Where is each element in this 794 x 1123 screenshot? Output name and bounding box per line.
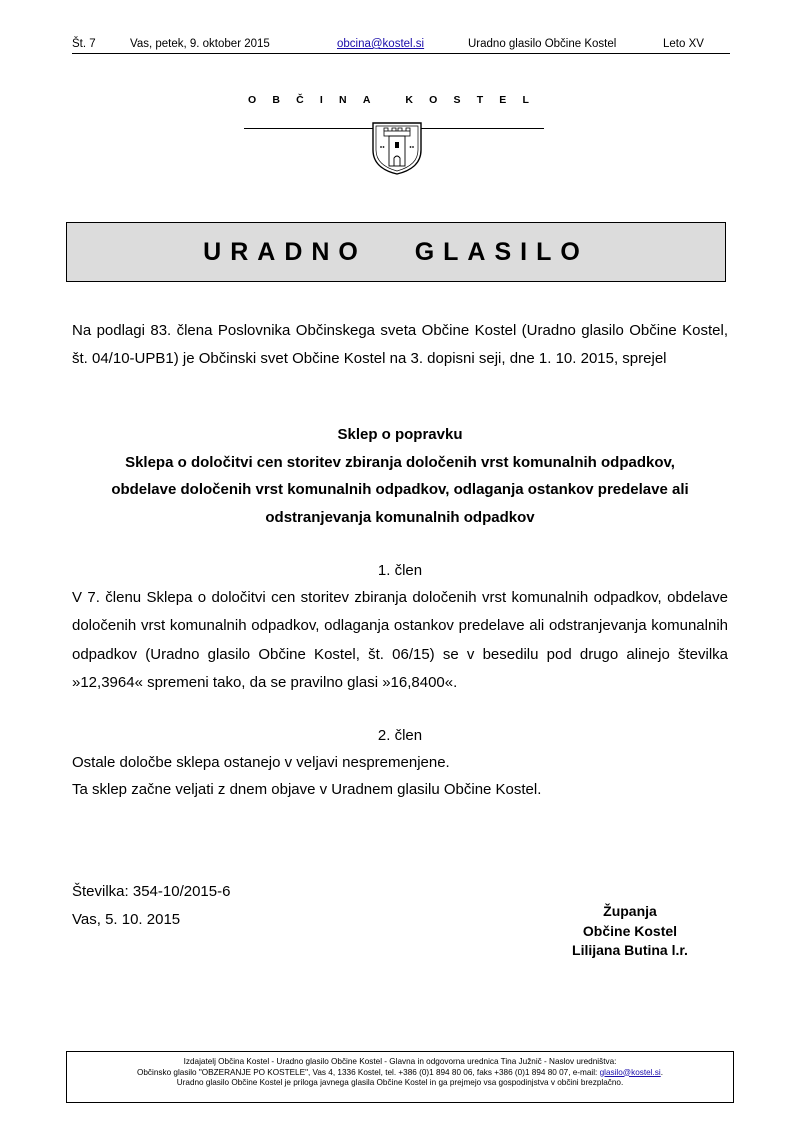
title-line-1: Sklep o popravku (337, 426, 463, 443)
footer-line-1: Izdajatelj Občina Kostel - Uradno glasilo Občine Kostel - Glavna in odgovorna urednica Tina Južnič - Naslov uredništva: (183, 1057, 617, 1066)
municipality-name: OBČINA KOSTEL (248, 94, 546, 106)
title-line-2: Sklepa o določitvi cen storitev zbiranja določenih vrst komunalnih odpadkov, (125, 453, 675, 471)
signature-block (530, 902, 730, 961)
publisher-footer (66, 1051, 734, 1103)
title-line-3: obdelave določenih vrst komunalnih odpadkov, odlaganja ostankov predelave ali (111, 481, 689, 498)
running-header (72, 38, 730, 54)
footer-line-2: Občinsko glasilo "OBZERANJE PO KOSTELE", Vas 4, 1336 Kostel, tel. +386 (0)1 894 80 06, faks +386 (0)1 894 80 07, e-mail: glasilo@kostel.si. (137, 1067, 663, 1077)
official-gazette-banner (66, 222, 726, 282)
signature-org: Občine Kostel (582, 922, 678, 939)
article-1-text: V 7. členu Sklepa o določitvi cen storitev zbiranja določenih vrst komunalnih odpadkov, obdelave določenih vrst komunalnih odpadkov, odlaganja ostankov predelave ali odstranjevanja komunalnih odpadkov (Uradno glasilo Občine Kostel, št. 06/15) se v besedilu pod drugo alinejo številka »12,3964« spremeni tako, da se pravilno glasi »16,8400«. (72, 589, 728, 691)
reference-number: Številka: 354-10/2015-6 (72, 883, 231, 900)
footer-line-3: Uradno glasilo Občine Kostel je priloga javnega glasila Občine Kostel in ga prejmejo vsa gospodinjstva v občini brezplačno. (176, 1078, 624, 1087)
title-line-4: odstranjevanja komunalnih odpadkov (265, 508, 535, 526)
issue-number: Št. 7 (72, 38, 96, 50)
intro-paragraph: Na podlagi 83. člena Poslovnika Občinskega sveta Občine Kostel (Uradno glasilo Občine Kostel, št. 04/10-UPB1) je Občinski svet Občine Kostel na 3. dopisni seji, dne 1. 10. 2015, sprejel (72, 322, 728, 368)
header-divider (72, 53, 730, 54)
coat-of-arms-icon (370, 120, 424, 176)
article-2-line-2: Ta sklep začne veljati z dnem objave v Uradnem glasilu Občine Kostel. (72, 781, 542, 798)
footer-email-link[interactable]: glasilo@kostel.si (599, 1067, 661, 1077)
article-2-heading: 2. člen (377, 727, 423, 744)
place-and-date: Vas, 5. 10. 2015 (72, 911, 181, 928)
publication-name: Uradno glasilo Občine Kostel (468, 38, 617, 50)
signature-name: Lilijana Butina l.r. (572, 942, 688, 958)
volume-year: Leto XV (663, 38, 704, 50)
issue-date: Vas, petek, 9. oktober 2015 (130, 38, 270, 50)
document-title (72, 421, 728, 531)
signature-role: Županja (603, 903, 657, 919)
article-1-heading: 1. člen (377, 562, 423, 579)
banner-title: URADNO GLASILO (203, 237, 589, 266)
email-link[interactable]: obcina@kostel.si (337, 38, 425, 50)
article-2-line-1: Ostale določbe sklepa ostanejo v veljavi nespremenjene. (72, 754, 450, 771)
